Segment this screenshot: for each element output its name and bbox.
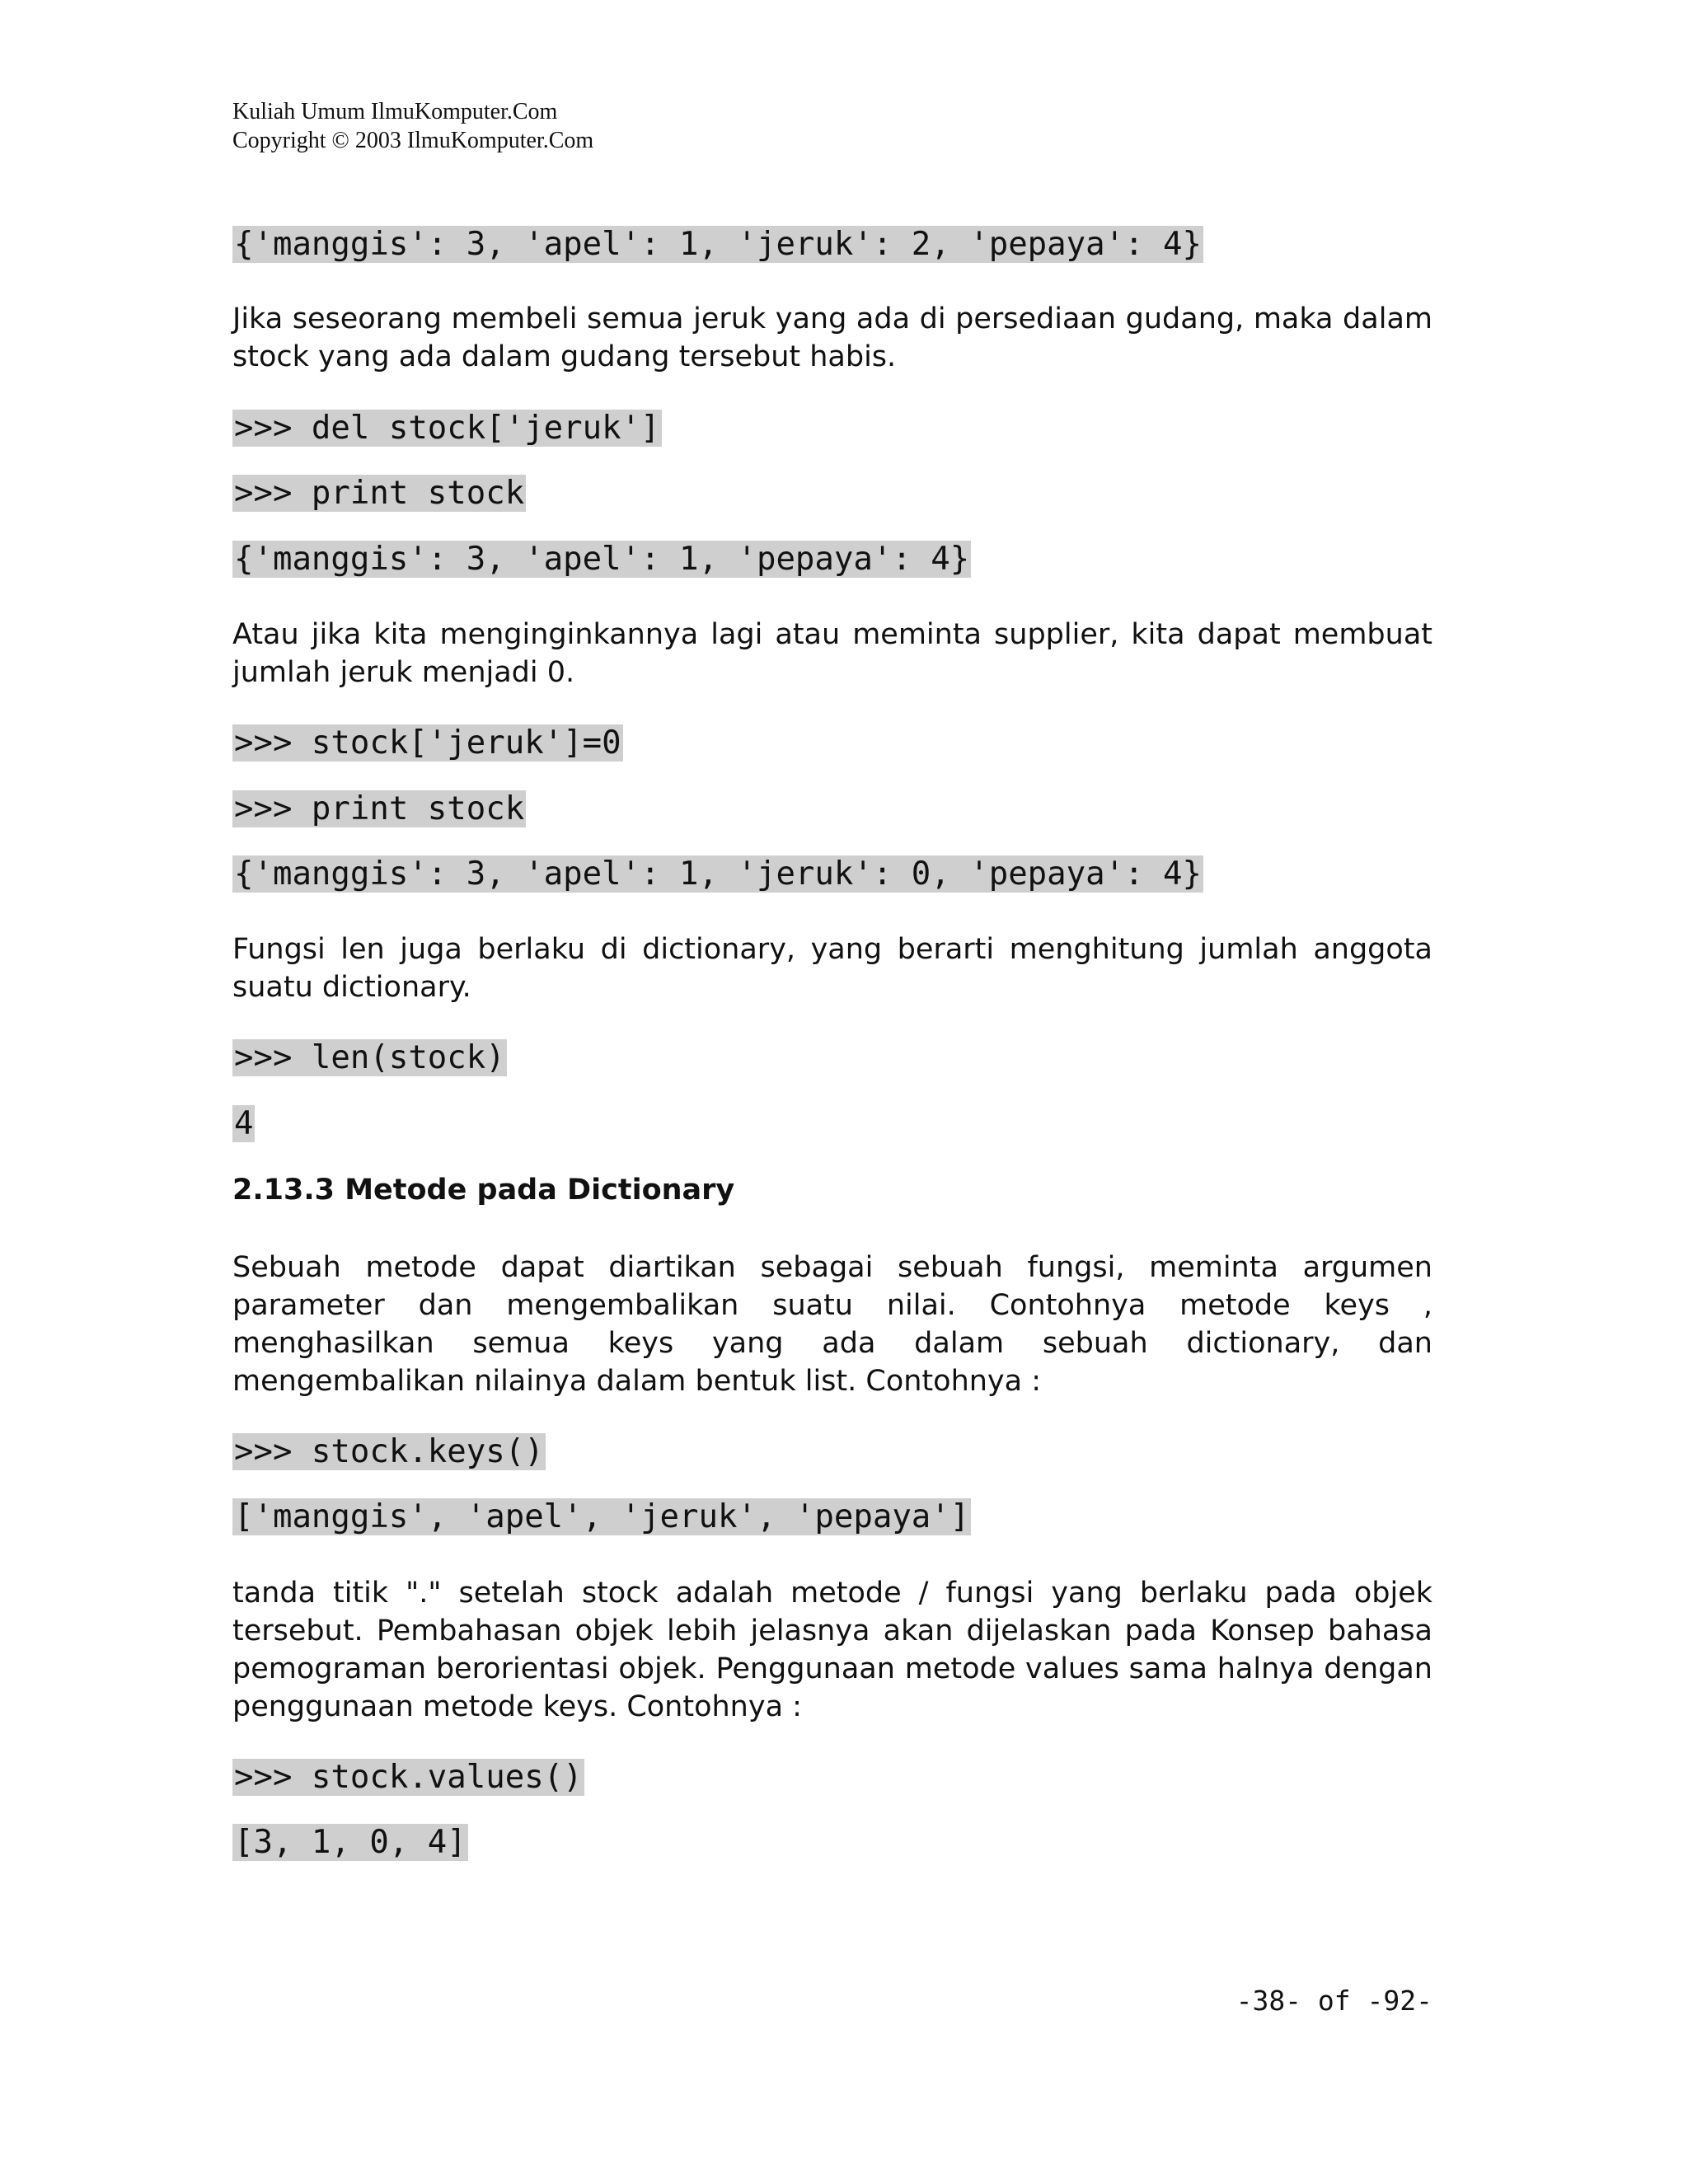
code-output-list <box>232 1499 971 1535</box>
paragraph-3: Fungsi len juga berlaku di dictionary, yang berarti menghitung jumlah anggota suatu dictionary. <box>232 933 1432 1004</box>
paragraph-5: tanda titik "." setelah stock adalah metode / fungsi yang berlaku pada objek tersebut. Pembahasan objek lebih jelasnya akan dijelaskan pada Konsep bahasa pemograman berorientasi objek. Penggunaan metode values sama halnya dengan penggunaan metode keys. Contohnya : <box>232 1577 1432 1723</box>
code-text: {'manggis': 3, 'apel': 1, 'jeruk': 0, 'pepaya': 4} <box>234 855 1202 893</box>
code-output-list <box>232 1825 468 1861</box>
code-text: >>> len(stock) <box>234 1039 505 1076</box>
code-values-statement <box>232 1760 584 1796</box>
code-text: >>> stock['jeruk']=0 <box>234 724 621 762</box>
code-text: >>> stock.keys() <box>234 1433 544 1470</box>
header-line-2: Copyright © 2003 IlmuKomputer.Com <box>232 128 594 153</box>
code-output-dictionary <box>232 541 971 578</box>
code-output-value <box>232 1106 255 1142</box>
code-assign-statement <box>232 725 623 762</box>
code-text: ['manggis', 'apel', 'jeruk', 'pepaya'] <box>234 1498 970 1535</box>
code-len-statement <box>232 1040 507 1076</box>
code-keys-statement <box>232 1434 546 1470</box>
paragraph-4: Sebuah metode dapat diartikan sebagai sebuah fungsi, meminta argumen parameter dan mengembalikan suatu nilai. Contohnya metode keys , menghasilkan semua keys yang ada dalam sebuah dictionary, dan mengembalikan nilainya dalam bentuk list. Contohnya : <box>232 1251 1432 1398</box>
code-print-statement <box>232 791 526 827</box>
code-text: >>> stock.values() <box>234 1759 583 1796</box>
code-text: 4 <box>234 1105 254 1142</box>
code-text: {'manggis': 3, 'apel': 1, 'jeruk': 2, 'pepaya': 4} <box>234 226 1202 263</box>
code-text: [3, 1, 0, 4] <box>234 1824 467 1861</box>
header-line-1: Kuliah Umum IlmuKomputer.Com <box>232 99 558 124</box>
code-output-dictionary <box>232 856 1203 893</box>
section-heading: 2.13.3 Metode pada Dictionary <box>232 1174 735 1207</box>
code-text: >>> print stock <box>234 790 525 827</box>
code-text: {'manggis': 3, 'apel': 1, 'pepaya': 4} <box>234 541 970 578</box>
code-print-statement <box>232 476 526 512</box>
page-header <box>232 97 593 155</box>
paragraph-1: Jika seseorang membeli semua jeruk yang ada di persediaan gudang, maka dalam stock yang ada dalam gudang tersebut habis. <box>232 302 1432 373</box>
paragraph-2: Atau jika kita menginginkannya lagi atau meminta supplier, kita dapat membuat jumlah jeruk menjadi 0. <box>232 618 1432 689</box>
code-text: >>> del stock['jeruk'] <box>234 410 660 447</box>
page-number: -38- of -92- <box>1236 1985 1432 2017</box>
code-text: >>> print stock <box>234 475 525 512</box>
code-del-statement <box>232 410 662 447</box>
code-output-dictionary <box>232 227 1203 263</box>
